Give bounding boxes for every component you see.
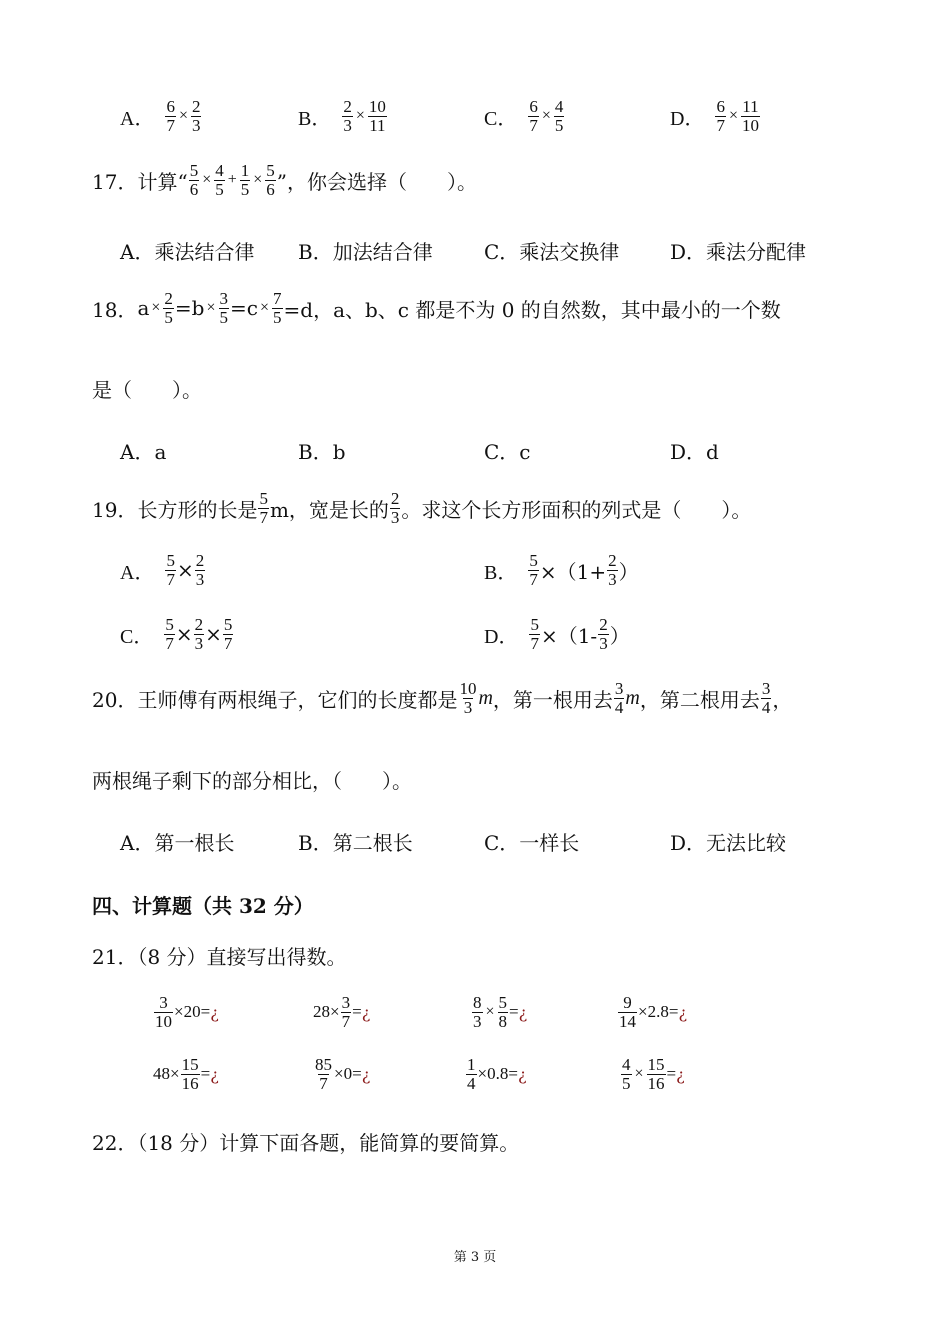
q20-option-a: A．第一根长 bbox=[120, 831, 235, 855]
q16-option-b: B． $\frac{2}{3}$ × $\frac{10}{11}$ bbox=[298, 97, 386, 135]
q20-option-c: C．一样长 bbox=[484, 831, 580, 855]
section-heading: 四、计算题（共 32 分） bbox=[92, 894, 314, 918]
q20-option-d: D．无法比较 bbox=[670, 831, 787, 855]
calc-item: 28× $\frac{3}{7}$ = ¿ bbox=[313, 993, 371, 1031]
q19-option-a: A． $\frac{5}{7}$ × $\frac{2}{3}$ bbox=[120, 551, 205, 589]
question-19: 19． 长方形的长是 $\frac{5}{7}$ m，宽是长的 $\frac{2}{3}$ 。求这个长方形面积的列式是（ ）。 bbox=[92, 489, 752, 527]
q18-option-a: A．a bbox=[120, 440, 167, 464]
q18-option-b: B．b bbox=[298, 440, 346, 464]
q20-option-b: B．第二根长 bbox=[298, 831, 413, 855]
question-18: 18． a × $\frac{2}{5}$ =b × $\frac{3}{5}$ =c × $\frac{7}{5}$ =d，a、b、c 都是不为 0 的自然数，其中最小的一个数 bbox=[92, 289, 781, 327]
question-17: 17． 计算“ $\frac{5}{6}$ × $\frac{4}{5}$ + $\frac{1}{5}$ × $\frac{5}{6}$ ”，你会选择（ ）。 bbox=[92, 161, 478, 199]
question-18-line2: 是（ ）。 bbox=[92, 378, 202, 402]
calc-item: $\frac{3}{10}$ ×20= ¿ bbox=[155, 993, 219, 1031]
question-20: 20． 王师傅有两根绳子，它们的长度都是 $\frac{10}{3}$ m ，第一根用去 $\frac{3}{4}$ m ，第二根用去 $\frac{3}{4}$ ， bbox=[92, 679, 793, 717]
q19-option-d: D． $\frac{5}{7}$ ×（1- $\frac{2}{3}$ ） bbox=[484, 615, 630, 653]
q16-option-c: C． $\frac{6}{7}$ × $\frac{4}{5}$ bbox=[484, 97, 564, 135]
calc-item: $\frac{9}{14}$ ×2.8= ¿ bbox=[619, 993, 688, 1031]
q18-option-c: C．c bbox=[484, 440, 531, 464]
calc-item: $\frac{8}{3}$ × $\frac{5}{8}$ = ¿ bbox=[473, 993, 528, 1031]
q17-option-a: A．乘法结合律 bbox=[120, 240, 255, 264]
q17-option-c: C．乘法交换律 bbox=[484, 240, 620, 264]
question-20-line2: 两根绳子剩下的部分相比，（ ）。 bbox=[92, 769, 412, 793]
q18-option-d: D．d bbox=[670, 440, 719, 464]
q19-option-c: C． $\frac{5}{7}$ × $\frac{2}{3}$ × $\frac{5}{7}$ bbox=[120, 615, 233, 653]
calc-item: $\frac{1}{4}$ ×0.8= ¿ bbox=[467, 1055, 527, 1093]
q16-option-a: A． $\frac{6}{7}$ × $\frac{2}{3}$ bbox=[120, 97, 201, 135]
q17-option-d: D．乘法分配律 bbox=[670, 240, 807, 264]
calc-item: $\frac{4}{5}$ × $\frac{15}{16}$ = ¿ bbox=[622, 1055, 685, 1093]
calc-item: 48× $\frac{15}{16}$ = ¿ bbox=[153, 1055, 219, 1093]
q16-option-d: D． $\frac{6}{7}$ × $\frac{11}{10}$ bbox=[670, 97, 759, 135]
q17-option-b: B．加法结合律 bbox=[298, 240, 433, 264]
question-22-title: 22．（18 分）计算下面各题，能简算的要简算。 bbox=[92, 1131, 520, 1155]
calc-item: $\frac{85}{7}$ ×0= ¿ bbox=[315, 1055, 371, 1093]
q19-option-b: B． $\frac{5}{7}$ ×（1+ $\frac{2}{3}$ ） bbox=[484, 551, 639, 589]
question-21-title: 21．（8 分）直接写出得数。 bbox=[92, 945, 347, 969]
page-number: 第 3 页 bbox=[453, 1250, 497, 1265]
